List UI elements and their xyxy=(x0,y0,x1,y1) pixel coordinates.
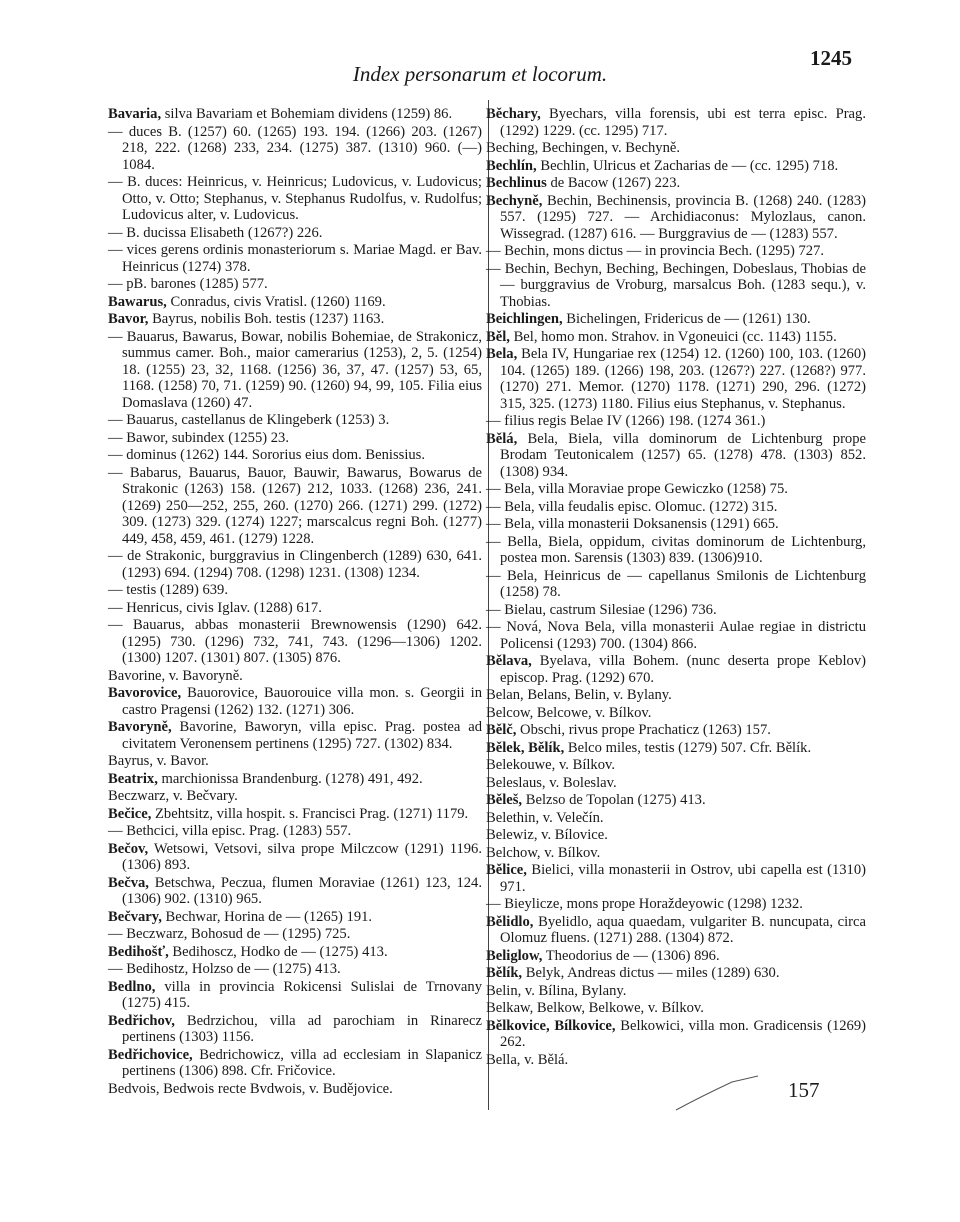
entry-text: Byelava, villa Bohem. (nunc deserta prope Keblov) episcop. Prag. (1292) 670. xyxy=(500,653,866,686)
index-entry xyxy=(486,740,866,757)
index-entry xyxy=(486,948,866,965)
index-entry xyxy=(486,983,866,1000)
entry-text: Bavorine, Baworyn, villa episc. Prag. postea ad civitatem Veronensem pertinens (1295) 727. (1302) 834. xyxy=(122,719,482,752)
entry-headword: Bechlín, xyxy=(486,157,537,174)
index-entry xyxy=(486,722,866,739)
entry-text: Bavorine, v. Bavoryně. xyxy=(108,667,243,684)
entry-text: — Bauarus, abbas monasterii Brewnowensis (1290) 642. (1295) 730. (1296) 732, 741, 743. (1296—1306) 1202. (1300) 1207. (1301) 807. (1305) 876. xyxy=(108,617,482,666)
entry-text: — dominus (1262) 144. Sororius eius dom. Benissius. xyxy=(108,447,426,463)
entry-text: Belan, Belans, Belin, v. Bylany. xyxy=(486,687,672,703)
index-entry xyxy=(486,619,866,652)
entry-text: — Bauarus, castellanus de Klingeberk (1253) 3. xyxy=(108,412,390,428)
entry-text: Beching, Bechingen, v. Bechyně. xyxy=(486,140,680,156)
index-entry xyxy=(486,413,866,430)
index-entry xyxy=(486,1000,866,1017)
index-entry xyxy=(108,841,482,874)
index-entry xyxy=(108,806,482,823)
entry-text: — Bethcici, villa episc. Prag. (1283) 557. xyxy=(108,823,352,839)
entry-headword: Bělidlo, xyxy=(486,913,534,930)
index-entry xyxy=(108,276,482,293)
entry-text: Bichelingen, Fridericus de — (1261) 130. xyxy=(562,311,811,327)
entry-headword: Bavorovice, xyxy=(108,685,182,701)
index-entry xyxy=(108,465,482,548)
entry-text: Belewiz, v. Bílovice. xyxy=(486,827,608,843)
entry-text: Belco miles, testis (1279) 507. Cfr. Bělík. xyxy=(564,739,812,756)
entry-headword: Bečov, xyxy=(108,840,149,857)
index-entry xyxy=(108,771,482,788)
entry-text: — Bela, villa feudalis episc. Olomuc. (1272) 315. xyxy=(486,498,778,515)
entry-headword: Bělice, xyxy=(486,862,527,878)
entry-text: — Bielau, castrum Silesiae (1296) 736. xyxy=(486,601,717,618)
index-entry xyxy=(108,1047,482,1080)
index-entry xyxy=(108,668,482,685)
index-entry xyxy=(108,311,482,328)
index-entry xyxy=(486,481,866,498)
index-entry xyxy=(486,193,866,243)
index-entry xyxy=(486,965,866,982)
entry-headword: Bělík, xyxy=(486,965,523,981)
index-entry xyxy=(108,961,482,978)
index-entry xyxy=(486,516,866,533)
entry-text: Bel, homo mon. Strahov. in Vgoneuici (cc. 1143) 1155. xyxy=(509,328,837,345)
entry-text: Betschwa, Peczua, flumen Moraviae (1261) 123, 124. (1306) 902. (1310) 965. xyxy=(122,874,482,907)
entry-text: Wetsowi, Vetsovi, silva prope Milczcow (1291) 1196. (1306) 893. xyxy=(122,840,482,873)
entry-text: Byelidlo, aqua quaedam, vulgariter B. nuncupata, circa Olomuz fluens. (1271) 288. (1304) 872. xyxy=(500,913,866,946)
entry-headword: Bečvary, xyxy=(108,908,162,925)
index-entry xyxy=(108,926,482,943)
entry-text: Conradus, civis Vratisl. (1260) 1169. xyxy=(166,293,386,310)
entry-text: — Beczwarz, Bohosud de — (1295) 725. xyxy=(108,926,351,942)
index-entry xyxy=(108,412,482,429)
entry-headword: Bělč, xyxy=(486,722,517,738)
entry-text: — B. duces: Heinricus, v. Heinricus; Ludovicus, v. Ludovicus; Otto, v. Otto; Stephanus, v. Stephanus Rudolfus, v. Rudolfus; Ludovicus alter, v. Ludovicus. xyxy=(108,174,482,223)
index-entry xyxy=(486,896,866,913)
index-entry xyxy=(486,602,866,619)
entry-headword: Bechlinus xyxy=(486,175,547,191)
index-entry xyxy=(486,1018,866,1051)
index-entry xyxy=(108,124,482,174)
index-entry xyxy=(486,175,866,192)
index-entry xyxy=(486,158,866,175)
entry-text: Bechin, Bechinensis, provincia B. (1268) 240. (1283) 557. (1295) 727. — Archidiaconus: Mylozlaus, canon. Wissegrad. (1287) 616. — Burggravius de — (1283) 557. xyxy=(500,192,866,242)
entry-headword: Bawarus, xyxy=(108,293,167,310)
entry-text: — Bechin, Bechyn, Beching, Bechingen, Dobeslaus, Thobias de — burggravius de Vroburg, marsalcus Boh. (1283 sequ.), v. Thobias. xyxy=(486,260,866,310)
entry-headword: Bělá, xyxy=(486,430,518,447)
entry-text: Bedrzichou, villa ad parochiam in Rinarecz pertinens (1303) 1156. xyxy=(122,1012,482,1045)
index-entry xyxy=(108,329,482,412)
entry-text: Belyk, Andreas dictus — miles (1289) 630. xyxy=(522,965,780,981)
index-entry xyxy=(486,757,866,774)
entry-text: Bauorovice, Bauorouice villa mon. s. Georgii in castro Pragensi (1262) 132. (1271) 306. xyxy=(122,685,482,718)
index-entry xyxy=(486,346,866,412)
entry-text: Belekouwe, v. Bílkov. xyxy=(486,757,616,773)
entry-text: — Bella, Biela, oppidum, civitas dominorum de Lichtenburg, postea mon. Sarensis (1303) 839. (1306)910. xyxy=(486,533,866,566)
index-entry xyxy=(486,140,866,157)
index-entry xyxy=(486,106,866,139)
index-entry xyxy=(108,242,482,275)
entry-headword: Bavoryně, xyxy=(108,719,172,735)
index-entry xyxy=(486,534,866,567)
pencil-stroke-icon xyxy=(672,1074,762,1114)
entry-headword: Bedihošť, xyxy=(108,943,169,960)
entry-text: villa in provincia Rokicensi Sulislai de Trnovany (1275) 415. xyxy=(122,978,482,1011)
entry-text: — Bela, villa monasterii Doksanensis (1291) 665. xyxy=(486,516,779,532)
index-entry xyxy=(486,329,866,346)
entry-headword: Beatrix, xyxy=(108,770,158,787)
index-entry xyxy=(486,243,866,260)
index-entry xyxy=(108,600,482,617)
entry-text: Bielici, villa monasterii in Ostrov, ubi capella est (1310) 971. xyxy=(500,862,866,895)
index-entry xyxy=(108,909,482,926)
index-column-left xyxy=(108,106,482,1098)
index-entry xyxy=(486,261,866,311)
entry-headword: Běl, xyxy=(486,328,510,345)
index-entry xyxy=(486,311,866,328)
entry-text: Beleslaus, v. Boleslav. xyxy=(486,774,617,791)
entry-text: — pB. barones (1285) 577. xyxy=(108,276,268,292)
entry-text: — Bela, villa Moraviae prope Gewiczko (1258) 75. xyxy=(486,481,788,497)
entry-text: marchionissa Brandenburg. (1278) 491, 492. xyxy=(157,770,423,787)
entry-text: — vices gerens ordinis monasteriorum s. Mariae Magd. er Bav. Heinricus (1274) 378. xyxy=(108,242,482,275)
entry-text: — Bauarus, Bawarus, Bowar, nobilis Bohemiae, de Strakonicz, summus camer. Boh., maior camerarius (1253), 2, 5. (1254) 18. (1255) 23, 32, 1168. (1256) 36, 37, 47. (1257) 53, 65, 1168. (1258) 70, 71. (1259) 90. (1260) 94, 99, 105. Filia eius Domaslava (1260) 47. xyxy=(108,328,482,411)
entry-headword: Bechyně, xyxy=(486,192,543,209)
entry-text: Bechwar, Horina de — (1265) 191. xyxy=(161,908,373,925)
index-column-right xyxy=(486,106,866,1069)
entry-text: Belkowici, villa mon. Gradicensis (1269) 262. xyxy=(500,1017,866,1050)
entry-text: — Babarus, Bauarus, Bauor, Bauwir, Bawarus, Bowarus de Strakonic (1263) 158. (1267) 212, 1033. (1268) 236, 241. (1269) 250—252, 255, 260. (1270) 266. (1271) 299. (1272) 309. (1273) 329. (1274) 1227; marscalcus regni Boh. (1277) 449, 458, 459, 461. (1279) 1228. xyxy=(108,464,482,547)
entry-headword: Bečice, xyxy=(108,805,152,822)
entry-text: — Bela, Heinricus de — capellanus Smilonis de Lichtenburg (1258) 78. xyxy=(486,567,866,600)
entry-text: — B. ducissa Elisabeth (1267?) 226. xyxy=(108,224,323,241)
entry-text: de Bacow (1267) 223. xyxy=(546,175,681,191)
index-entry xyxy=(108,875,482,908)
entry-text: — Bieylicze, mons prope Horaždeyowic (1298) 1232. xyxy=(486,896,803,912)
index-entry xyxy=(486,914,866,947)
index-entry xyxy=(486,862,866,895)
entry-text: Bela IV, Hungariae rex (1254) 12. (1260) 100, 103. (1260) 104. (1265) 189. (1266) 198, 203. (1267?) 227. (1268?) 977. (1270) 271. Memor. (1270) 1178. (1271) 290, 296. (1272) 315, 325. (1273) 1180. Filius eius Stephanus, v. Stephanus. xyxy=(500,346,866,412)
entry-text: — Henricus, civis Iglav. (1288) 617. xyxy=(108,599,322,616)
entry-text: Bedrichowicz, villa ad ecclesiam in Slapanicz pertinens (1306) 898. Cfr. Fričovice. xyxy=(122,1046,482,1079)
entry-text: silva Bavariam et Bohemiam dividens (1259) 86. xyxy=(161,106,453,122)
entry-text: Belkaw, Belkow, Belkowe, v. Bílkov. xyxy=(486,1000,704,1016)
index-entry xyxy=(108,788,482,805)
entry-text: Bayrus, nobilis Boh. testis (1237) 1163. xyxy=(148,311,385,327)
entry-headword: Bavor, xyxy=(108,311,149,327)
entry-text: — duces B. (1257) 60. (1265) 193. 194. (1266) 203. (1267) 218, 222. (1268) 233, 234. (1275) 387. (1310) 960. (—) 1084. xyxy=(108,123,482,173)
index-entry xyxy=(108,582,482,599)
index-entry xyxy=(108,979,482,1012)
entry-text: — Bedihostz, Holzso de — (1275) 413. xyxy=(108,961,341,977)
entry-headword: Bělava, xyxy=(486,653,532,669)
index-entry xyxy=(486,705,866,722)
entry-text: — Nová, Nova Bela, villa monasterii Aulae regiae in districtu Policensi (1293) 700. (1304) 866. xyxy=(486,619,866,652)
entry-headword: Běchary, xyxy=(486,106,541,122)
entry-text: — Bechin, mons dictus — in provincia Bech. (1295) 727. xyxy=(486,243,825,259)
entry-text: Belin, v. Bílina, Bylany. xyxy=(486,982,627,999)
index-entry xyxy=(486,653,866,686)
entry-text: Bedihoscz, Hodko de — (1275) 413. xyxy=(168,943,388,960)
index-entry xyxy=(108,225,482,242)
entry-text: Bela, Biela, villa dominorum de Lichtenburg prope Brodam Teutonicalem (1257) 65. (1278) 478. (1303) 852. (1308) 934. xyxy=(500,430,866,480)
entry-text: Belethin, v. Velečín. xyxy=(486,809,604,826)
entry-headword: Beliglow, xyxy=(486,947,543,964)
index-entry xyxy=(108,1013,482,1046)
index-entry xyxy=(108,1081,482,1098)
page-number: 1245 xyxy=(810,46,852,70)
entry-text: Beczwarz, v. Bečvary. xyxy=(108,788,238,804)
entry-headword: Bělek, Bělík, xyxy=(486,739,565,756)
entry-text: Byechars, villa forensis, ubi est terra episc. Prag. (1292) 1229. (cc. 1295) 717. xyxy=(500,106,866,139)
entry-text: — filius regis Belae IV (1266) 198. (1274 361.) xyxy=(486,413,766,429)
index-entry xyxy=(108,617,482,667)
index-entry xyxy=(108,174,482,224)
entry-headword: Beichlingen, xyxy=(486,311,563,327)
index-entry xyxy=(108,430,482,447)
page-header-title: Index personarum et locorum. xyxy=(352,62,608,86)
entry-headword: Bedlno, xyxy=(108,978,156,995)
index-entry xyxy=(486,810,866,827)
index-entry xyxy=(108,823,482,840)
entry-headword: Bela, xyxy=(486,346,518,362)
index-entry xyxy=(486,499,866,516)
index-entry xyxy=(108,753,482,770)
index-entry xyxy=(486,431,866,481)
entry-headword: Běleš, xyxy=(486,792,523,808)
index-entry xyxy=(108,447,482,464)
index-entry xyxy=(486,792,866,809)
entry-text: Belchow, v. Bílkov. xyxy=(486,844,601,861)
index-entry xyxy=(108,719,482,752)
entry-headword: Bedřichov, xyxy=(108,1012,175,1029)
index-entry xyxy=(486,827,866,844)
entry-text: Theodorius de — (1306) 896. xyxy=(542,947,720,964)
index-entry xyxy=(486,1052,866,1069)
index-entry xyxy=(108,294,482,311)
index-entry xyxy=(486,845,866,862)
index-entry xyxy=(486,687,866,704)
index-entry xyxy=(486,568,866,601)
entry-headword: Bečva, xyxy=(108,874,149,891)
entry-headword: Bedřichovice, xyxy=(108,1046,193,1063)
index-entry xyxy=(486,775,866,792)
entry-text: Bayrus, v. Bavor. xyxy=(108,753,209,769)
entry-text: — Bawor, subindex (1255) 23. xyxy=(108,429,290,446)
entry-headword: Bavaria, xyxy=(108,106,162,122)
entry-text: — de Strakonic, burggravius in Clingenberch (1289) 630, 641. (1293) 694. (1294) 708. (1298) 1231. (1308) 1234. xyxy=(108,548,482,581)
index-entry xyxy=(108,685,482,718)
entry-text: Zbehtsitz, villa hospit. s. Francisci Prag. (1271) 1179. xyxy=(151,805,469,822)
entry-text: Bechlin, Ulricus et Zacharias de — (cc. 1295) 718. xyxy=(536,157,839,174)
entry-text: Belcow, Belcowe, v. Bílkov. xyxy=(486,704,652,721)
entry-text: Bedvois, Bedwois recte Bvdwois, v. Budějovice. xyxy=(108,1080,393,1097)
index-entry xyxy=(108,548,482,581)
index-entry xyxy=(108,944,482,961)
entry-text: Obschi, rivus prope Prachaticz (1263) 157. xyxy=(516,722,771,738)
entry-headword: Bělkovice, Bílkovice, xyxy=(486,1017,616,1034)
index-entry xyxy=(108,106,482,123)
entry-text: — testis (1289) 639. xyxy=(108,582,228,598)
entry-text: Belzso de Topolan (1275) 413. xyxy=(522,792,706,808)
signature-number: 157 xyxy=(788,1078,820,1102)
entry-text: Bella, v. Bělá. xyxy=(486,1051,569,1068)
